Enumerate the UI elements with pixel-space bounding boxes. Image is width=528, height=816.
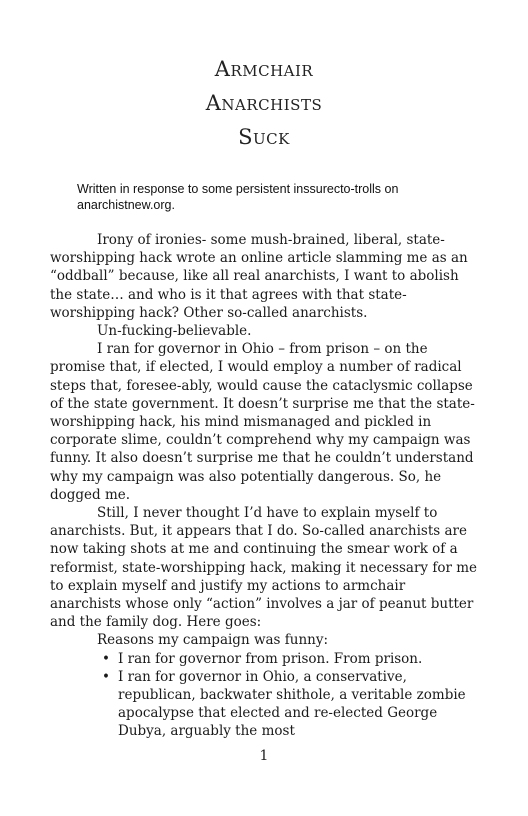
chapter-title	[0, 52, 528, 154]
reasons-heading: Reasons my campaign was funny:	[97, 632, 329, 649]
reasons-list	[50, 650, 480, 741]
title-line-2: Anarchists	[205, 91, 323, 115]
title-line-3: Suck	[238, 125, 290, 149]
page-number: 1	[259, 748, 269, 764]
list-item: • I ran for governor in Ohio, a conservative, republican, backwater shithole, a veritable zombie apocalypse that elected and re-elected George Dubya, arguably the most	[102, 668, 480, 741]
paragraph: I ran for governor in Ohio – from prison – on the promise that, if elected, I would employ a number of radical steps that, foresee-ably, would cause the cataclysmic collapse of the state government. It doesn’t surprise me that the state-worshipping hack, his mind mismanaged and pickled in corporate slime, couldn’t comprehend why my campaign was funny. It also doesn’t surprise me that he couldn’t understand why my campaign was also potentially dangerous. So, he dogged me.	[50, 341, 475, 503]
paragraph: Still, I never thought I’d have to explain myself to anarchists. But, it appears that I do. So-called anarchists are now taking shots at me and continuing the smear work of a reformist, state-worshipping hack, making it necessary for me to explain myself and justify my actions to armchair anarchists whose only “action” involves a jar of peanut butter and the family dog. Here goes:	[50, 505, 478, 631]
paragraph: Un-fucking-believable.	[97, 323, 252, 340]
body-text	[50, 231, 480, 741]
title-line-1: Armchair	[214, 57, 314, 81]
author-note: Written in response to some persistent inssurecto-trolls on anarchistnew.org.	[77, 182, 399, 212]
list-item: • I ran for governor from prison. From prison.	[102, 650, 480, 668]
paragraph: Irony of ironies- some mush-brained, liberal, state-worshipping hack wrote an online article slamming me as an “oddball” because, like all real anarchists, I want to abolish the state… and who is it that agrees with that state-worshipping hack? Other so-called anarchists.	[50, 232, 468, 321]
